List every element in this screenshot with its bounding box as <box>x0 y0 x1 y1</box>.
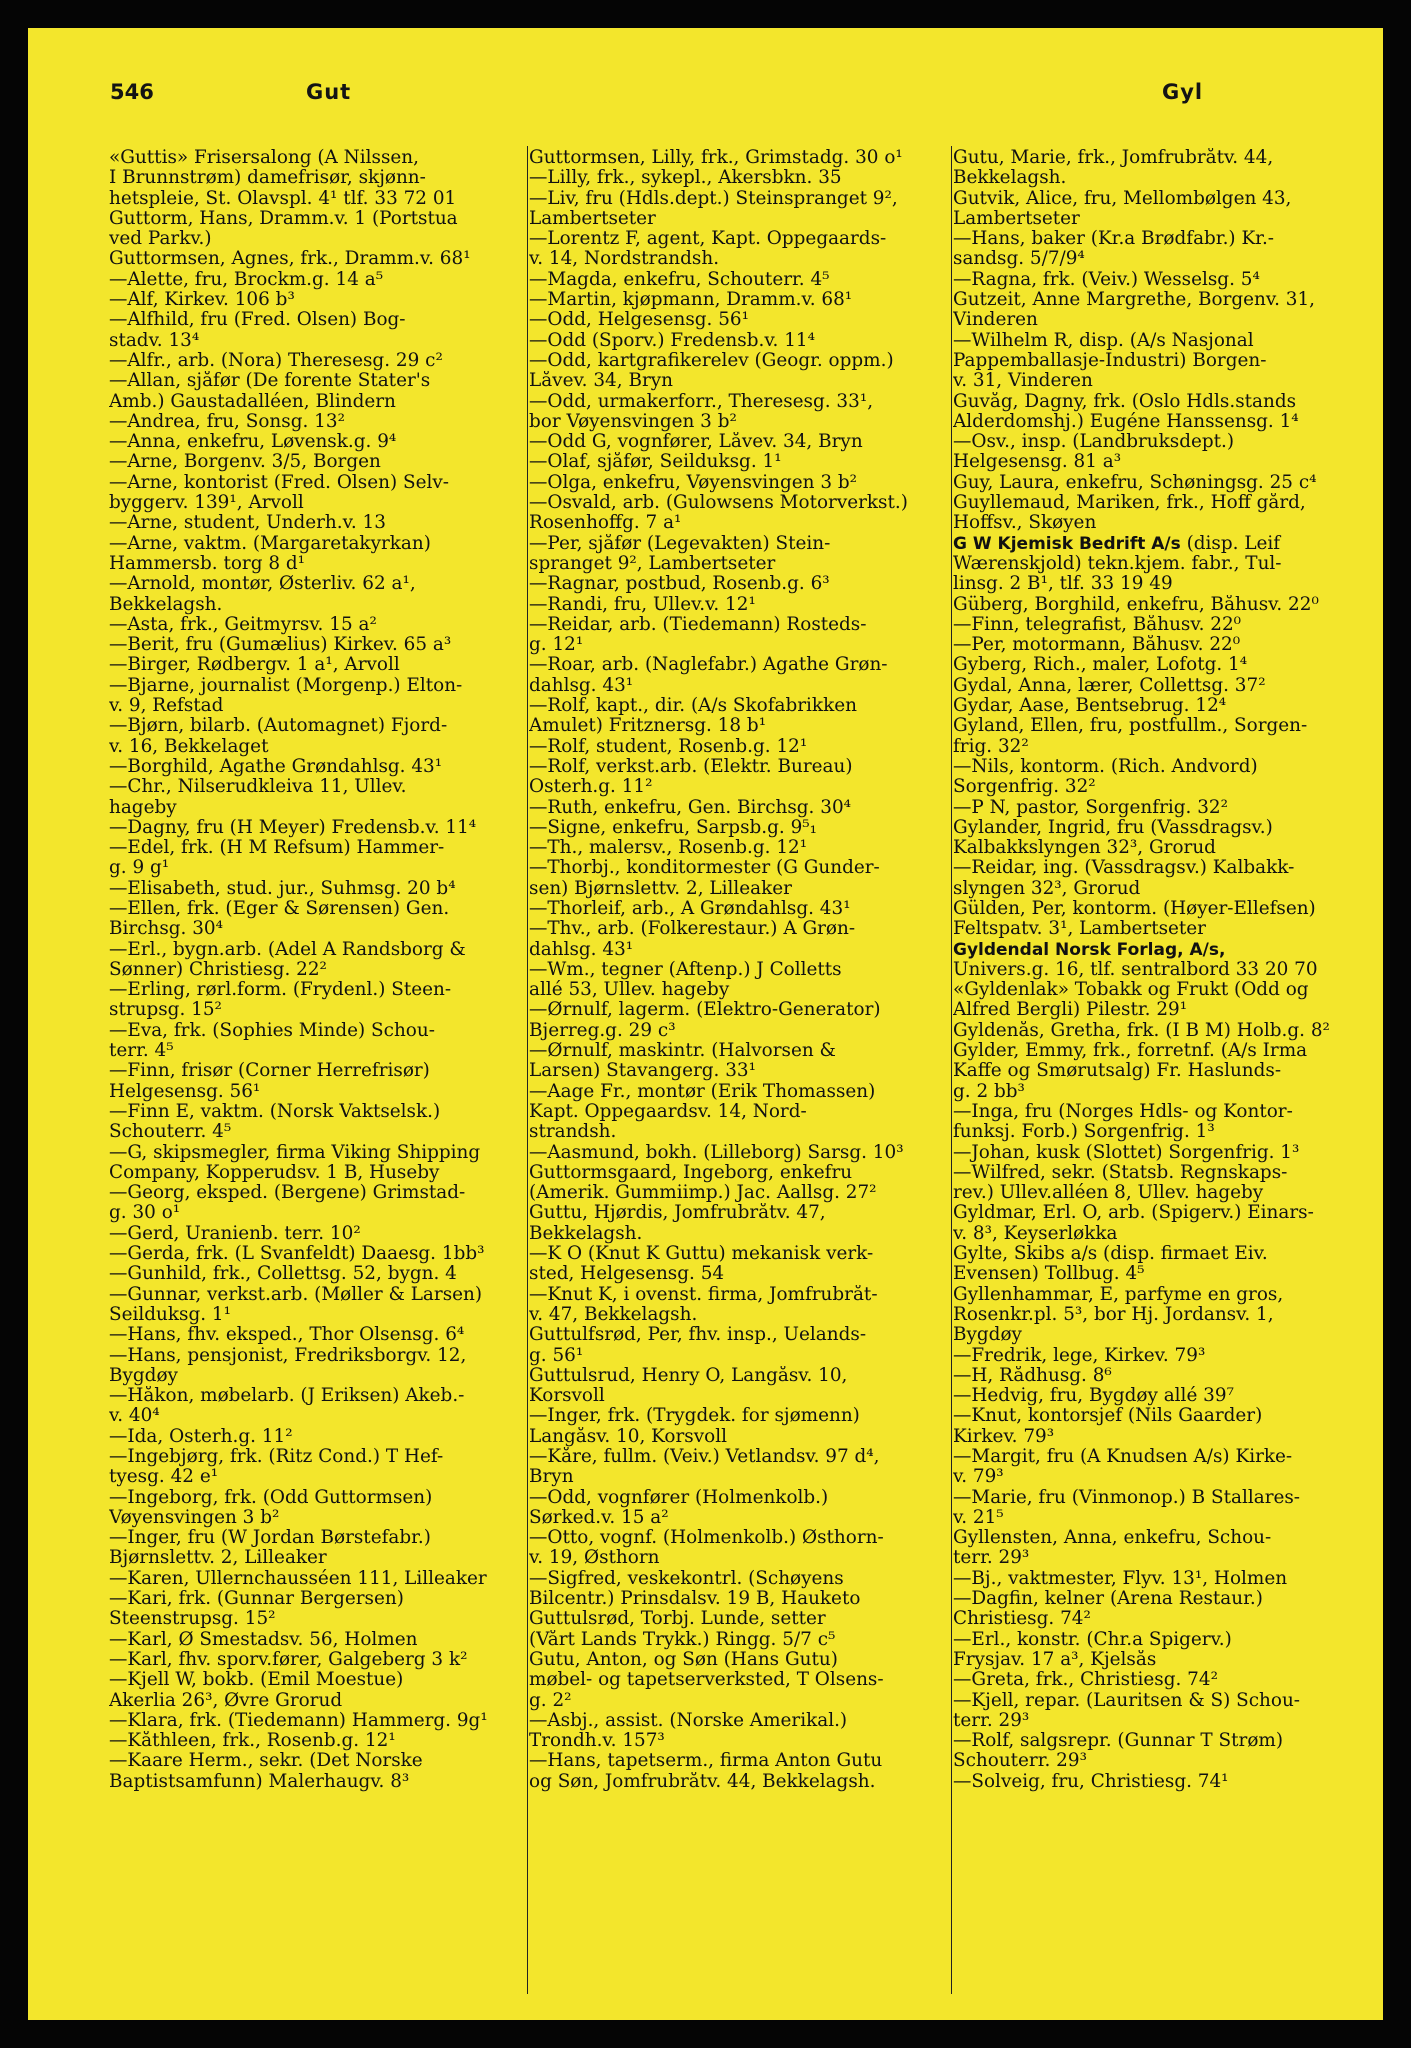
directory-line: Alfred Bergli) Pilestr. 29¹ <box>953 1000 1188 1021</box>
directory-line: —Ragna, frk. (Veiv.) Wesselsg. 5⁴ <box>953 269 1260 290</box>
directory-line: allé 53, Ullev. hageby <box>529 980 730 1001</box>
directory-line: —Magda, enkefru, Schouterr. 4⁵ <box>529 269 830 290</box>
directory-line: v. 14, Nordstrandsh. <box>529 249 720 270</box>
directory-line: —Sigfred, veskekontrl. (Schøyens <box>529 1568 844 1589</box>
directory-line: —Karl, Ø Smestadsv. 56, Holmen <box>109 1629 418 1650</box>
directory-line: —Borghild, Agathe Grøndahlsg. 43¹ <box>109 756 443 777</box>
directory-line: —Rolf, kapt., dir. (A/s Skofabrikken <box>529 696 857 717</box>
directory-line: —Greta, frk., Christiesg. 74² <box>953 1670 1218 1691</box>
directory-line: Evensen) Tollbug. 4⁵ <box>953 1264 1145 1285</box>
directory-line: (Vårt Lands Trykk.) Ringg. 5/7 c⁵ <box>529 1629 836 1650</box>
directory-line: terr. 29³ <box>953 1710 1030 1731</box>
directory-line: —Allan, sjåfør (De forente Stater's <box>109 371 431 392</box>
directory-line: møbel- og tapetserverksted, T Olsens- <box>529 1670 884 1691</box>
directory-line: —Bj., vaktmester, Flyv. 13¹, Holmen <box>953 1568 1288 1589</box>
directory-line: —Per, sjåfør (Legevakten) Stein- <box>529 533 831 554</box>
directory-line: —Rolf, verkst.arb. (Elektr. Bureau) <box>529 756 853 777</box>
directory-line: v. 47, Bekkelagsh. <box>529 1304 698 1325</box>
directory-line: —Anna, enkefru, Løvensk.g. 9⁴ <box>109 432 397 453</box>
directory-line: —Arne, student, Underh.v. 13 <box>109 513 386 534</box>
directory-line: terr. 29³ <box>953 1548 1030 1569</box>
directory-line: —Thv., arb. (Folkerestaur.) A Grøn- <box>529 919 856 940</box>
directory-line: —Kaare Herm., sekr. (Det Norske <box>109 1751 423 1772</box>
directory-line: Gylte, Skibs a/s (disp. firmaet Eiv. <box>953 1244 1268 1265</box>
directory-line: Guttormsgaard, Ingeborg, enkefru <box>529 1162 853 1183</box>
directory-line: Gutu, Anton, og Søn (Hans Gutu) <box>529 1649 838 1670</box>
directory-line: ved Parkv.) <box>109 229 212 250</box>
directory-line: —Knut K, i ovenst. firma, Jomfrubråt- <box>529 1284 878 1305</box>
directory-line: —Otto, vognf. (Holmenkolb.) Østhorn- <box>529 1528 884 1549</box>
directory-line: —Andrea, fru, Sonsg. 13² <box>109 411 345 432</box>
directory-line: v. 79³ <box>953 1467 1004 1488</box>
directory-line: Guttormsen, Lilly, frk., Grimstadg. 30 o¹ <box>529 148 903 168</box>
column-divider <box>951 146 952 1994</box>
directory-line: —Kari, frk. (Gunnar Bergersen) <box>109 1589 404 1610</box>
directory-line: —Ingeborg, frk. (Odd Guttormsen) <box>109 1487 433 1508</box>
directory-line: —Finn E, vaktm. (Norsk Vaktselsk.) <box>109 1101 441 1122</box>
directory-line: Gyland, Ellen, fru, postfullm., Sorgen- <box>953 716 1308 737</box>
directory-line: —Odd, Helgesensg. 56¹ <box>529 310 750 331</box>
directory-line: og Søn, Jomfrubråtv. 44, Bekkelagsh. <box>529 1771 876 1792</box>
directory-line: —Kjell W, bokb. (Emil Moestue) <box>109 1670 404 1691</box>
directory-line: —Aage Fr., montør (Erik Thomassen) <box>529 1081 876 1102</box>
directory-line: —Wilfred, sekr. (Statsb. Regnskaps- <box>953 1162 1288 1183</box>
directory-line: —Knut, kontorsjef (Nils Gaarder) <box>953 1406 1263 1427</box>
directory-line: —Ruth, enkefru, Gen. Birchsg. 30⁴ <box>529 797 852 818</box>
directory-line: Guttu, Hjørdis, Jomfrubråtv. 47, <box>529 1203 826 1224</box>
directory-line: —Alfhild, fru (Fred. Olsen) Bog- <box>109 310 406 331</box>
directory-line: sen) Bjørnslettv. 2, Lilleaker <box>529 878 792 899</box>
directory-line: —Martin, kjøpmann, Dramm.v. 68¹ <box>529 290 853 311</box>
directory-line: —Arnold, montør, Østerliv. 62 a¹, <box>109 574 416 595</box>
directory-line: g. 12¹ <box>529 635 584 656</box>
directory-line: g. 30 o¹ <box>109 1203 181 1224</box>
directory-line: —Inger, frk. (Trygdek. for sjømenn) <box>529 1406 860 1427</box>
right-guide-word: Gyl <box>1162 80 1204 104</box>
directory-line: Låvev. 34, Bryn <box>529 371 673 392</box>
directory-line: —Lilly, frk., sykepl., Akersbkn. 35 <box>529 168 842 189</box>
directory-line: tyesg. 42 e¹ <box>109 1467 219 1488</box>
directory-line: Kapt. Oppegaardsv. 14, Nord- <box>529 1101 807 1122</box>
directory-line: —Odd G, vognfører, Låvev. 34, Bryn <box>529 432 863 453</box>
directory-line: —Bjarne, journalist (Morgenp.) Elton- <box>109 675 463 696</box>
directory-line: «Gyldenlak» Tobakk og Frukt (Odd og <box>953 980 1309 1001</box>
directory-line: Gydar, Aase, Bentsebrug. 12⁴ <box>953 696 1227 717</box>
directory-line: Guvåg, Dagny, frk. (Oslo Hdls.stands <box>953 391 1297 412</box>
directory-line: Lambertseter <box>529 208 656 229</box>
directory-line: G W Kjemisk Bedrift A/s (disp. Leif <box>953 533 1281 554</box>
directory-line: dahlsg. 43¹ <box>529 939 634 960</box>
directory-line: Sorgenfrig. 32² <box>953 777 1096 798</box>
directory-line: v. 16, Bekkelaget <box>109 736 269 757</box>
directory-line: Gyldenås, Gretha, frk. (I B M) Holb.g. 8² <box>953 1020 1330 1041</box>
directory-line: —Marie, fru (Vinmonop.) B Stallares- <box>953 1487 1301 1508</box>
page-number: 546 <box>110 80 154 104</box>
directory-line: Korsvoll <box>529 1386 605 1407</box>
directory-line: —Ørnulf, maskintr. (Halvorsen & <box>529 1041 836 1062</box>
directory-line: —Edel, frk. (H M Refsum) Hammer- <box>109 838 445 859</box>
directory-line: —H, Rådhusg. 8⁶ <box>953 1365 1112 1386</box>
directory-line: —Hedvig, fru, Bygdøy allé 39⁷ <box>953 1386 1234 1407</box>
directory-line: —Gerda, frk. (L Svanfeldt) Daaesg. 1bb³ <box>109 1244 485 1265</box>
directory-line: Vøyensvingen 3 b² <box>109 1507 280 1528</box>
directory-line: Bilcentr.) Prinsdalsv. 19 B, Hauketo <box>529 1589 861 1610</box>
directory-line: —K O (Knut K Guttu) mekanisk verk- <box>529 1244 874 1265</box>
directory-line: —Hans, baker (Kr.a Brødfabr.) Kr.- <box>953 229 1275 250</box>
directory-line: —Chr., Nilserudkleiva 11, Ullev. <box>109 777 407 798</box>
directory-line: —Wm., tegner (Aftenp.) J Colletts <box>529 959 842 980</box>
directory-line: —Margit, fru (A Knudsen A/s) Kirke- <box>953 1447 1293 1467</box>
directory-line: —Erl., bygn.arb. (Adel A Randsborg & <box>109 939 466 960</box>
directory-line: —Arne, Borgenv. 3/5, Borgen <box>109 452 381 473</box>
directory-line: Gutzeit, Anne Margrethe, Borgenv. 31, <box>953 290 1316 311</box>
directory-line <box>953 940 1363 960</box>
directory-line: —Finn, telegrafist, Båhusv. 22⁰ <box>953 614 1242 635</box>
directory-line: g. 56¹ <box>529 1345 584 1366</box>
directory-line: Guttulfsrød, Per, fhv. insp., Uelands- <box>529 1325 867 1346</box>
directory-line: stadv. 13⁴ <box>109 330 200 351</box>
column-left <box>109 148 525 1792</box>
page-header <box>110 80 1310 120</box>
directory-line: —Rolf, salgsrepr. (Gunnar T Strøm) <box>953 1731 1284 1752</box>
company-name-bold: G W Kjemisk Bedrift A/s <box>953 533 1181 554</box>
directory-line: —Gunhild, frk., Collettsg. 52, bygn. 4 <box>109 1264 457 1285</box>
directory-line: Bekkelagsh. <box>953 168 1067 189</box>
directory-line: —Olaf, sjåfør, Seilduksg. 1¹ <box>529 452 782 473</box>
directory-line: —Kåthleen, frk., Rosenb.g. 12¹ <box>109 1731 396 1752</box>
directory-line: —Arne, kontorist (Fred. Olsen) Selv- <box>109 472 449 493</box>
directory-line: «Guttis» Frisersalong (A Nilssen, <box>109 148 419 168</box>
directory-line: —Signe, enkefru, Sarpsb.g. 9⁵₁ <box>529 817 818 838</box>
directory-line: bor Vøyensvingen 3 b² <box>529 411 737 432</box>
directory-line: Sørked.v. 15 a² <box>529 1507 669 1528</box>
directory-line: —Odd, vognfører (Holmenkolb.) <box>529 1487 829 1508</box>
directory-line: strupsg. 15² <box>109 1000 222 1021</box>
directory-line: —Elisabeth, stud. jur., Suhmsg. 20 b⁴ <box>109 878 456 899</box>
directory-line: v. 19, Østhorn <box>529 1548 660 1569</box>
directory-line: —Fredrik, lege, Kirkev. 79³ <box>953 1345 1206 1366</box>
directory-line: —Bjørn, bilarb. (Automagnet) Fjord- <box>109 716 448 737</box>
directory-line: Hoffsv., Skøyen <box>953 513 1097 534</box>
directory-line: Gylander, Ingrid, fru (Vassdragsv.) <box>953 817 1273 838</box>
directory-line: Amulet) Fritznersg. 18 b¹ <box>529 716 767 737</box>
directory-line: Amb.) Gaustadalléen, Blindern <box>109 391 396 412</box>
directory-line: Osterh.g. 11² <box>529 777 653 798</box>
directory-line: Güberg, Borghild, enkefru, Båhusv. 22⁰ <box>953 594 1319 615</box>
directory-line: Gyllenhammar, E, parfyme en gros, <box>953 1284 1284 1305</box>
directory-line: Gyberg, Rich., maler, Lofotg. 1⁴ <box>953 655 1248 676</box>
directory-line: strandsh. <box>529 1122 617 1143</box>
directory-line: Guyllemaud, Mariken, frk., Hoff gård, <box>953 493 1306 514</box>
directory-line: Hammersb. torg 8 d¹ <box>109 553 306 574</box>
directory-line: —Eva, frk. (Sophies Minde) Schou- <box>109 1020 435 1041</box>
directory-line: —Odd, urmakerforr., Theresesg. 33¹, <box>529 391 874 412</box>
directory-line: funksj. Forb.) Sorgenfrig. 1³ <box>953 1122 1215 1143</box>
directory-line: Christiesg. 74² <box>953 1609 1091 1630</box>
directory-line: —Roar, arb. (Naglefabr.) Agathe Grøn- <box>529 655 888 676</box>
directory-line: Baptistsamfunn) Malerhaugv. 8³ <box>109 1771 410 1792</box>
directory-line: Langåsv. 10, Korsvoll <box>529 1426 727 1447</box>
directory-line: spranget 9², Lambertseter <box>529 553 776 574</box>
directory-line: —Gunnar, verkst.arb. (Møller & Larsen) <box>109 1284 483 1305</box>
directory-line: —Wilhelm R, disp. (A/s Nasjonal <box>953 330 1254 351</box>
directory-line: g. 2 bb³ <box>953 1081 1025 1102</box>
directory-line: dahlsg. 43¹ <box>529 675 634 696</box>
directory-line: (Amerik. Gummiimp.) Jac. Aallsg. 27² <box>529 1183 877 1204</box>
directory-line: linsg. 2 B¹, tlf. 33 19 49 <box>953 574 1173 595</box>
directory-line: Bekkelagsh. <box>109 594 223 615</box>
directory-line: —Hans, fhv. eksped., Thor Olsensg. 6⁴ <box>109 1325 465 1346</box>
directory-line: —Erling, rørl.form. (Frydenl.) Steen- <box>109 980 452 1001</box>
directory-line: Guy, Laura, enkefru, Schøningsg. 25 c⁴ <box>953 472 1317 493</box>
directory-line: Bjørnslettv. 2, Lilleaker <box>109 1548 327 1569</box>
directory-line: Wærenskjold) tekn.kjem. fabr., Tul- <box>953 553 1282 574</box>
directory-line: —Dagfin, kelner (Arena Restaur.) <box>953 1589 1263 1610</box>
directory-line: Helgesensg. 56¹ <box>109 1081 261 1102</box>
directory-line: —Thorbj., konditormester (G Gunder- <box>529 858 880 879</box>
directory-line: v. 21⁵ <box>953 1507 1004 1528</box>
directory-line: slyngen 32³, Grorud <box>953 878 1141 899</box>
directory-line: Pappemballasje-Industri) Borgen- <box>953 350 1267 371</box>
directory-line: Guttulsrød, Torbj. Lunde, setter <box>529 1609 826 1630</box>
directory-line: Steenstrupsg. 15² <box>109 1609 276 1630</box>
directory-line: hetspleie, St. Olavspl. 4¹ tlf. 33 72 01 <box>109 188 457 209</box>
directory-line: —Kjell, repar. (Lauritsen & S) Schou- <box>953 1690 1301 1711</box>
directory-line: —Ida, Osterh.g. 11² <box>109 1426 293 1447</box>
directory-line: Bryn <box>529 1467 574 1488</box>
directory-line: Gylder, Emmy, frk., forretnf. (A/s Irma <box>953 1041 1308 1062</box>
directory-line: —Inger, fru (W Jordan Børstefabr.) <box>109 1528 431 1549</box>
directory-line: Rosenkr.pl. 5³, bor Hj. Jordansv. 1, <box>953 1304 1274 1325</box>
directory-line: Univers.g. 16, tlf. sentralbord 33 20 70 <box>953 959 1318 980</box>
directory-line: v. 8³, Keyserløkka <box>953 1223 1118 1244</box>
directory-line: —Klara, frk. (Tiedemann) Hammerg. 9g¹ <box>109 1710 488 1731</box>
directory-line: rev.) Ullev.alléen 8, Ullev. hageby <box>953 1183 1264 1204</box>
directory-line: —Th., malersv., Rosenb.g. 12¹ <box>529 838 808 859</box>
directory-line: —Odd, kartgrafikerelev (Geogr. oppm.) <box>529 350 894 371</box>
directory-line: —Ellen, frk. (Eger & Sørensen) Gen. <box>109 898 450 919</box>
directory-line: —Randi, fru, Ullev.v. 12¹ <box>529 594 756 615</box>
directory-line: Feltspatv. 3¹, Lambertseter <box>953 919 1206 940</box>
directory-line: Akerlia 26³, Øvre Grorud <box>109 1690 343 1711</box>
directory-line: Gutu, Marie, frk., Jomfrubråtv. 44, <box>953 148 1274 168</box>
company-name-bold: Gyldendal Norsk Forlag, A/s, <box>953 939 1226 960</box>
directory-line: —Ørnulf, lagerm. (Elektro-Generator) <box>529 1000 881 1021</box>
directory-line: Trondh.v. 157³ <box>529 1731 665 1752</box>
directory-line: frig. 32² <box>953 736 1029 757</box>
directory-line: —Olga, enkefru, Vøyensvingen 3 b² <box>529 472 858 493</box>
directory-line: Company, Kopperudsv. 1 B, Huseby <box>109 1162 440 1183</box>
directory-line: —Reidar, arb. (Tiedemann) Rosteds- <box>529 614 867 635</box>
directory-line: —Birger, Rødbergv. 1 a¹, Arvoll <box>109 655 400 676</box>
directory-page <box>28 28 1383 2020</box>
directory-line: sted, Helgesensg. 54 <box>529 1264 725 1285</box>
directory-line: Guttorm, Hans, Dramm.v. 1 (Portstua <box>109 208 458 229</box>
directory-line: —Håkon, møbelarb. (J Eriksen) Akeb.- <box>109 1386 465 1407</box>
directory-line: —Georg, eksped. (Bergene) Grimstad- <box>109 1183 466 1204</box>
directory-line: —Ingebjørg, frk. (Ritz Cond.) T Hef- <box>109 1447 444 1467</box>
directory-line: Helgesensg. 81 a³ <box>953 452 1122 473</box>
directory-line: —Per, motormann, Båhusv. 22⁰ <box>953 635 1241 656</box>
directory-line: byggerv. 139¹, Arvoll <box>109 493 304 514</box>
directory-line: —Solveig, fru, Christiesg. 74¹ <box>953 1771 1229 1792</box>
directory-line: —Gerd, Uranienb. terr. 10² <box>109 1223 361 1244</box>
directory-line: —Osv., insp. (Landbruksdept.) <box>953 432 1235 453</box>
directory-line: —Lorentz F, agent, Kapt. Oppegaards- <box>529 229 887 250</box>
directory-line: —Osvald, arb. (Gulowsens Motorverkst.) <box>529 493 908 514</box>
directory-line: —Inga, fru (Norges Hdls- og Kontor- <box>953 1101 1293 1122</box>
directory-line: —Thorleif, arb., A Grøndahlsg. 43¹ <box>529 898 851 919</box>
directory-line: Larsen) Stavangerg. 33¹ <box>529 1061 756 1082</box>
column-right <box>953 148 1363 1792</box>
directory-line: —Kåre, fullm. (Veiv.) Vetlandsv. 97 d⁴, <box>529 1447 880 1467</box>
directory-line: sandsg. 5/7/9⁴ <box>953 249 1085 270</box>
directory-line: Schouterr. 4⁵ <box>109 1122 232 1143</box>
directory-line: Gülden, Per, kontorm. (Høyer-Ellefsen) <box>953 898 1316 919</box>
directory-line: Vinderen <box>953 310 1038 331</box>
directory-line: —Aasmund, bokh. (Lilleborg) Sarsg. 10³ <box>529 1142 904 1163</box>
directory-line: Kalbakkslyngen 32³, Grorud <box>953 838 1216 859</box>
directory-line: Lambertseter <box>953 208 1080 229</box>
directory-line: Seilduksg. 1¹ <box>109 1304 231 1325</box>
directory-line: Kaffe og Smørutsalg) Fr. Haslunds- <box>953 1061 1282 1082</box>
directory-line: Sønner) Christiesg. 22² <box>109 959 327 980</box>
directory-line: —Finn, frisør (Corner Herrefrisør) <box>109 1061 430 1082</box>
directory-line: —Dagny, fru (H Meyer) Fredensb.v. 11⁴ <box>109 817 477 838</box>
directory-line: —Alf, Kirkev. 106 b³ <box>109 290 295 311</box>
directory-line: —Odd (Sporv.) Fredensb.v. 11⁴ <box>529 330 816 351</box>
directory-line: —P N, pastor, Sorgenfrig. 32² <box>953 797 1228 818</box>
directory-line: —Alfr., arb. (Nora) Theresesg. 29 c² <box>109 350 443 371</box>
directory-line: —Berit, fru (Gumælius) Kirkev. 65 a³ <box>109 635 452 656</box>
directory-line: Frysjav. 17 a³, Kjelsås <box>953 1649 1157 1670</box>
directory-line: —Erl., konstr. (Chr.a Spigerv.) <box>953 1629 1232 1650</box>
directory-line: —Asbj., assist. (Norske Amerikal.) <box>529 1710 848 1731</box>
directory-line: —Johan, kusk (Slottet) Sorgenfrig. 1³ <box>953 1142 1300 1163</box>
directory-line: —Hans, pensjonist, Fredriksborgv. 12, <box>109 1345 467 1366</box>
directory-line: —Liv, fru (Hdls.dept.) Steinspranget 9², <box>529 188 898 209</box>
directory-line: Gyldmar, Erl. O, arb. (Spigerv.) Einars- <box>953 1203 1314 1224</box>
directory-line: —G, skipsmegler, firma Viking Shipping <box>109 1142 481 1163</box>
directory-line: I Brunnstrøm) damefrisør, skjønn- <box>109 168 426 189</box>
directory-line: terr. 4⁵ <box>109 1041 174 1062</box>
directory-line: g. 2² <box>529 1690 572 1711</box>
directory-line: —Nils, kontorm. (Rich. Andvord) <box>953 756 1258 777</box>
column-divider <box>527 146 528 1994</box>
directory-line: v. 31, Vinderen <box>953 371 1093 392</box>
directory-line: Guttormsen, Agnes, frk., Dramm.v. 68¹ <box>109 249 471 270</box>
directory-line: v. 40⁴ <box>109 1406 160 1427</box>
directory-line: —Asta, frk., Geitmyrsv. 15 a² <box>109 614 377 635</box>
directory-line: Schouterr. 29³ <box>953 1751 1087 1772</box>
directory-line: Alderdomshj.) Eugéne Hanssensg. 1⁴ <box>953 411 1299 432</box>
left-guide-word: Gut <box>306 80 352 104</box>
directory-line: Kirkev. 79³ <box>953 1426 1055 1447</box>
directory-line: —Karen, Ullernchausséen 111, Lilleaker <box>109 1568 487 1589</box>
directory-line: —Arne, vaktm. (Margaretakyrkan) <box>109 533 431 554</box>
directory-line: Gydal, Anna, lærer, Collettsg. 37² <box>953 675 1266 696</box>
directory-line: hageby <box>109 797 177 818</box>
directory-line: g. 9 g¹ <box>109 858 170 879</box>
directory-line: Gutvik, Alice, fru, Mellombølgen 43, <box>953 188 1292 209</box>
directory-line: Guttulsrud, Henry O, Langåsv. 10, <box>529 1365 848 1386</box>
directory-line: —Reidar, ing. (Vassdragsv.) Kalbakk- <box>953 858 1295 879</box>
directory-line: Gyllensten, Anna, enkefru, Schou- <box>953 1528 1272 1549</box>
directory-line: —Alette, fru, Brockm.g. 14 a⁵ <box>109 269 384 290</box>
directory-line: Bygdøy <box>953 1325 1022 1346</box>
directory-line: Bekkelagsh. <box>529 1223 643 1244</box>
directory-line: —Rolf, student, Rosenb.g. 12¹ <box>529 736 808 757</box>
directory-line: Bygdøy <box>109 1365 178 1386</box>
directory-line: Birchsg. 30⁴ <box>109 919 224 940</box>
directory-line: —Karl, fhv. sporv.fører, Galgeberg 3 k² <box>109 1649 468 1670</box>
column-middle <box>529 148 949 1792</box>
directory-line: —Hans, tapetserm., firma Anton Gutu <box>529 1751 883 1772</box>
directory-line: —Ragnar, postbud, Rosenb.g. 6³ <box>529 574 830 595</box>
directory-line: Bjerreg.g. 29 c³ <box>529 1020 676 1041</box>
directory-line: Rosenhoffg. 7 a¹ <box>529 513 682 534</box>
directory-line: v. 9, Refstad <box>109 696 224 717</box>
